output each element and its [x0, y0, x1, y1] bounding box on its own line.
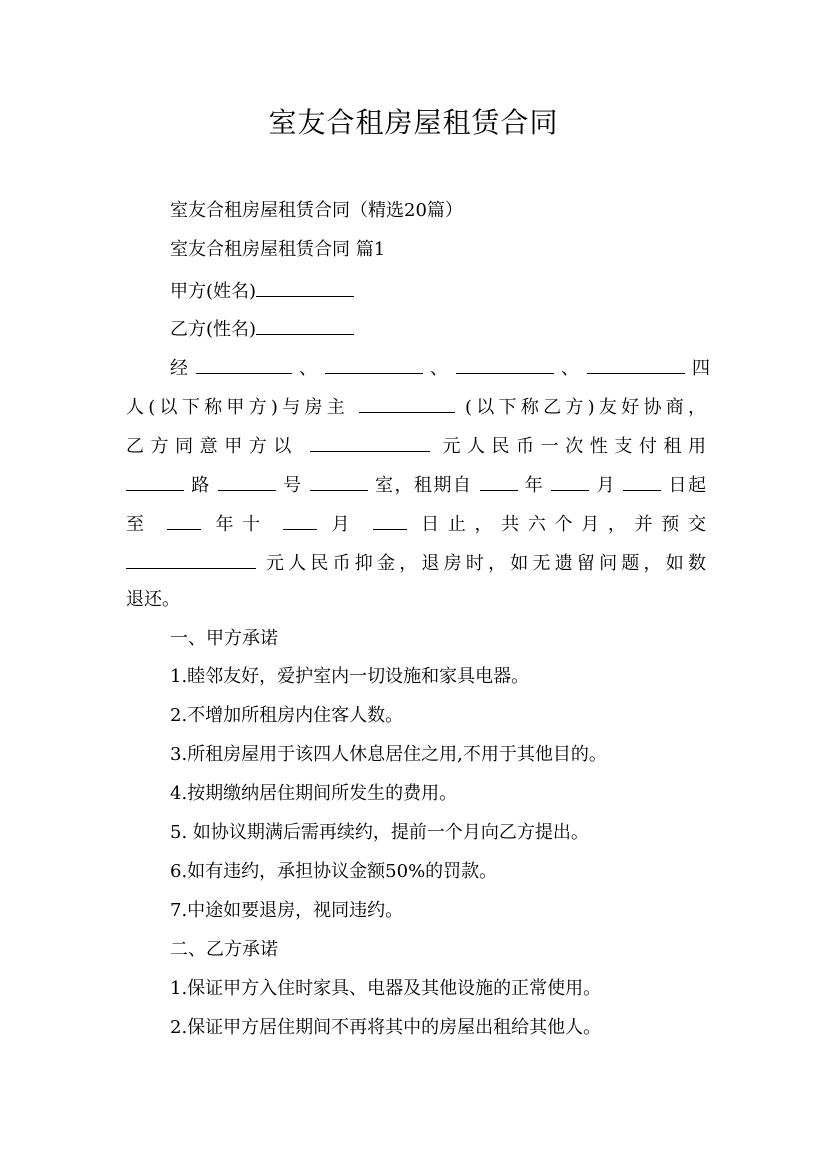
para-text: 、 [299, 358, 319, 379]
para-text: 月 [596, 475, 617, 496]
list-item: 1.保证甲方入住时家具、电器及其他设施的正常使用。 [170, 978, 602, 999]
blank [167, 509, 201, 530]
party-b-name-line [170, 314, 710, 343]
para-text: 月 [331, 514, 359, 535]
party-a-promises-heading: 一、甲方承诺 [170, 628, 278, 649]
blank [126, 548, 256, 569]
blank [310, 431, 430, 452]
party-b-promises-heading: 二、乙方承诺 [170, 939, 278, 960]
para-line-4 [126, 470, 706, 499]
blank [359, 392, 455, 413]
para-text: 人(以下称甲方)与房主 [126, 397, 349, 418]
para-text: 、 [561, 358, 581, 379]
para-text: 至 [126, 514, 153, 535]
party-b-label: 乙方(性名) [170, 319, 257, 340]
blank [325, 353, 423, 374]
para-text: 乙方同意甲方以 [126, 436, 298, 457]
para-line-3 [126, 431, 706, 460]
blank [310, 470, 368, 491]
blank [196, 353, 292, 374]
list-item: 1.睦邻友好，爱护室内一切设施和家具电器。 [170, 666, 530, 687]
party-b-name-blank [256, 314, 354, 335]
party-a-label: 甲方(姓名) [170, 281, 257, 302]
para-text: 年十 [215, 514, 269, 535]
para-text: 元人民币一次性支付租用 [442, 436, 706, 457]
para-text: 四 [692, 358, 710, 379]
blank [623, 470, 661, 491]
blank [480, 470, 518, 491]
list-item: 2.不增加所租房内住客人数。 [170, 705, 404, 726]
para-line-5 [126, 509, 706, 538]
document-subtitle: 室友合租房屋租赁合同（精选20篇） [170, 200, 463, 221]
list-item: 3.所租房屋用于该四人休息居住之用,不用于其他目的。 [170, 744, 607, 765]
list-item: 5. 如协议期满后需再续约，提前一个月向乙方提出。 [170, 822, 589, 843]
section-heading: 室友合租房屋租赁合同 篇1 [170, 239, 386, 260]
para-text: (以下称乙方)友好协商， [465, 397, 706, 418]
para-line-1 [170, 353, 710, 382]
blank [126, 470, 184, 491]
para-text: 、 [430, 358, 450, 379]
para-line-7: 退还。 [126, 589, 180, 610]
para-text: 日起 [668, 475, 707, 496]
blank [587, 353, 685, 374]
blank [218, 470, 276, 491]
para-line-6 [126, 548, 706, 577]
blank [456, 353, 554, 374]
list-item: 4.按期缴纳居住期间所发生的费用。 [170, 783, 458, 804]
party-a-name-line [170, 276, 710, 305]
party-a-name-blank [256, 276, 354, 297]
para-text: 室，租期自 [374, 475, 473, 496]
para-text: 元人民币抑金，退房时，如无遗留问题，如数 [265, 553, 706, 574]
para-line-2 [126, 392, 706, 421]
blank [373, 509, 407, 530]
list-item: 6.如有违约，承担协议金额50%的罚款。 [170, 861, 498, 882]
para-text: 经 [170, 358, 190, 379]
para-text: 日止，共六个月，并预交 [421, 514, 706, 535]
list-item: 7.中途如要退房，视同违约。 [170, 900, 404, 921]
para-text: 路 [191, 475, 211, 496]
blank [551, 470, 589, 491]
document-title: 室友合租房屋租赁合同 [268, 106, 559, 139]
para-text: 年 [524, 475, 545, 496]
blank [283, 509, 317, 530]
list-item: 2.保证甲方居住期间不再将其中的房屋出租给其他人。 [170, 1017, 602, 1038]
para-text: 号 [283, 475, 303, 496]
